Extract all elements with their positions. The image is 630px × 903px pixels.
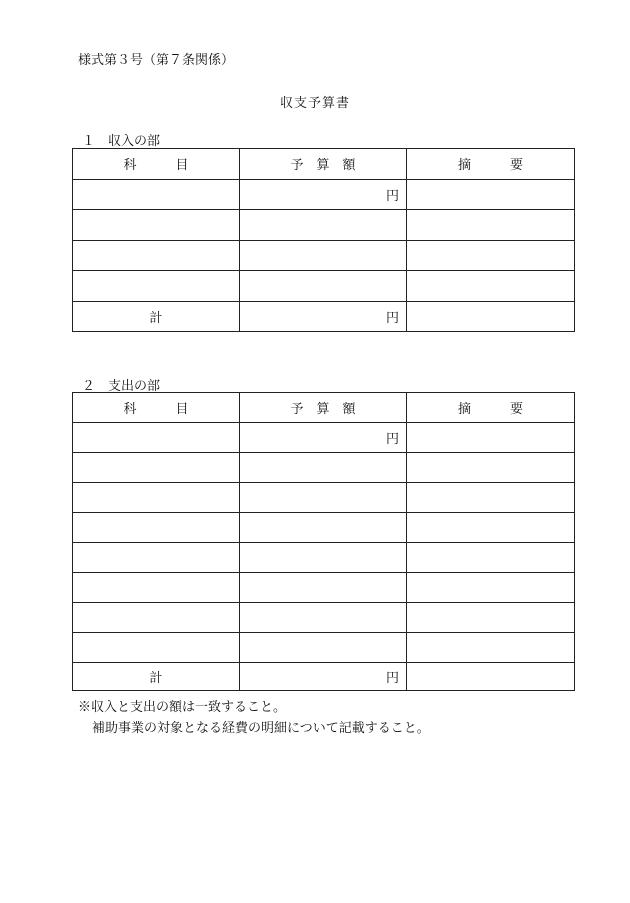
remarks-cell[interactable] <box>407 210 575 241</box>
remarks-cell[interactable] <box>407 543 575 573</box>
total-budget-cell[interactable]: 円 <box>240 663 407 691</box>
budget-cell[interactable] <box>240 513 407 543</box>
remarks-cell[interactable] <box>407 453 575 483</box>
total-row <box>73 663 575 691</box>
table-row <box>73 633 575 663</box>
budget-cell[interactable] <box>240 603 407 633</box>
expense-table <box>72 392 575 691</box>
column-header-budget: 予 算 額 <box>240 393 407 423</box>
table-header-row <box>73 393 575 423</box>
expense-section-heading: ２ 支出の部 <box>82 379 161 394</box>
column-header-subject: 科 目 <box>73 393 240 423</box>
table-row <box>73 179 575 210</box>
note-balance: ※収入と支出の額は一致すること。 <box>78 700 287 715</box>
income-table <box>72 148 575 332</box>
table-header-row <box>73 149 575 180</box>
subject-cell[interactable] <box>73 271 240 302</box>
table-row <box>73 423 575 453</box>
total-budget-cell[interactable]: 円 <box>240 301 407 332</box>
form-number: 様式第３号（第７条関係） <box>78 53 235 68</box>
subject-cell[interactable] <box>73 179 240 210</box>
remarks-cell[interactable] <box>407 573 575 603</box>
total-remarks-cell[interactable] <box>407 663 575 691</box>
income-section-heading: １ 収入の部 <box>82 134 161 149</box>
remarks-cell[interactable] <box>407 513 575 543</box>
column-header-budget: 予 算 額 <box>240 149 407 180</box>
remarks-cell[interactable] <box>407 271 575 302</box>
remarks-cell[interactable] <box>407 483 575 513</box>
budget-cell[interactable] <box>240 633 407 663</box>
budget-cell[interactable] <box>240 573 407 603</box>
budget-cell[interactable] <box>240 543 407 573</box>
column-header-remarks: 摘 要 <box>407 393 575 423</box>
remarks-cell[interactable] <box>407 240 575 271</box>
total-label: 計 <box>73 301 240 332</box>
document-title: 収支予算書 <box>279 96 350 111</box>
table-row <box>73 543 575 573</box>
budget-cell[interactable] <box>240 483 407 513</box>
table-row <box>73 240 575 271</box>
total-remarks-cell[interactable] <box>407 301 575 332</box>
budget-cell[interactable]: 円 <box>240 179 407 210</box>
budget-cell[interactable]: 円 <box>240 423 407 453</box>
subject-cell[interactable] <box>73 240 240 271</box>
budget-cell[interactable] <box>240 240 407 271</box>
subject-cell[interactable] <box>73 543 240 573</box>
total-label: 計 <box>73 663 240 691</box>
subject-cell[interactable] <box>73 633 240 663</box>
table-row <box>73 271 575 302</box>
subject-cell[interactable] <box>73 573 240 603</box>
remarks-cell[interactable] <box>407 179 575 210</box>
remarks-cell[interactable] <box>407 603 575 633</box>
table-row <box>73 513 575 543</box>
subject-cell[interactable] <box>73 423 240 453</box>
remarks-cell[interactable] <box>407 633 575 663</box>
subject-cell[interactable] <box>73 483 240 513</box>
column-header-subject: 科 目 <box>73 149 240 180</box>
subject-cell[interactable] <box>73 453 240 483</box>
table-row <box>73 483 575 513</box>
table-row <box>73 210 575 241</box>
table-row <box>73 573 575 603</box>
budget-cell[interactable] <box>240 210 407 241</box>
note-expense-details: 補助事業の対象となる経費の明細について記載すること。 <box>92 721 430 736</box>
remarks-cell[interactable] <box>407 423 575 453</box>
subject-cell[interactable] <box>73 513 240 543</box>
total-row <box>73 301 575 332</box>
column-header-remarks: 摘 要 <box>407 149 575 180</box>
table-row <box>73 453 575 483</box>
budget-cell[interactable] <box>240 453 407 483</box>
subject-cell[interactable] <box>73 603 240 633</box>
budget-cell[interactable] <box>240 271 407 302</box>
subject-cell[interactable] <box>73 210 240 241</box>
table-row <box>73 603 575 633</box>
